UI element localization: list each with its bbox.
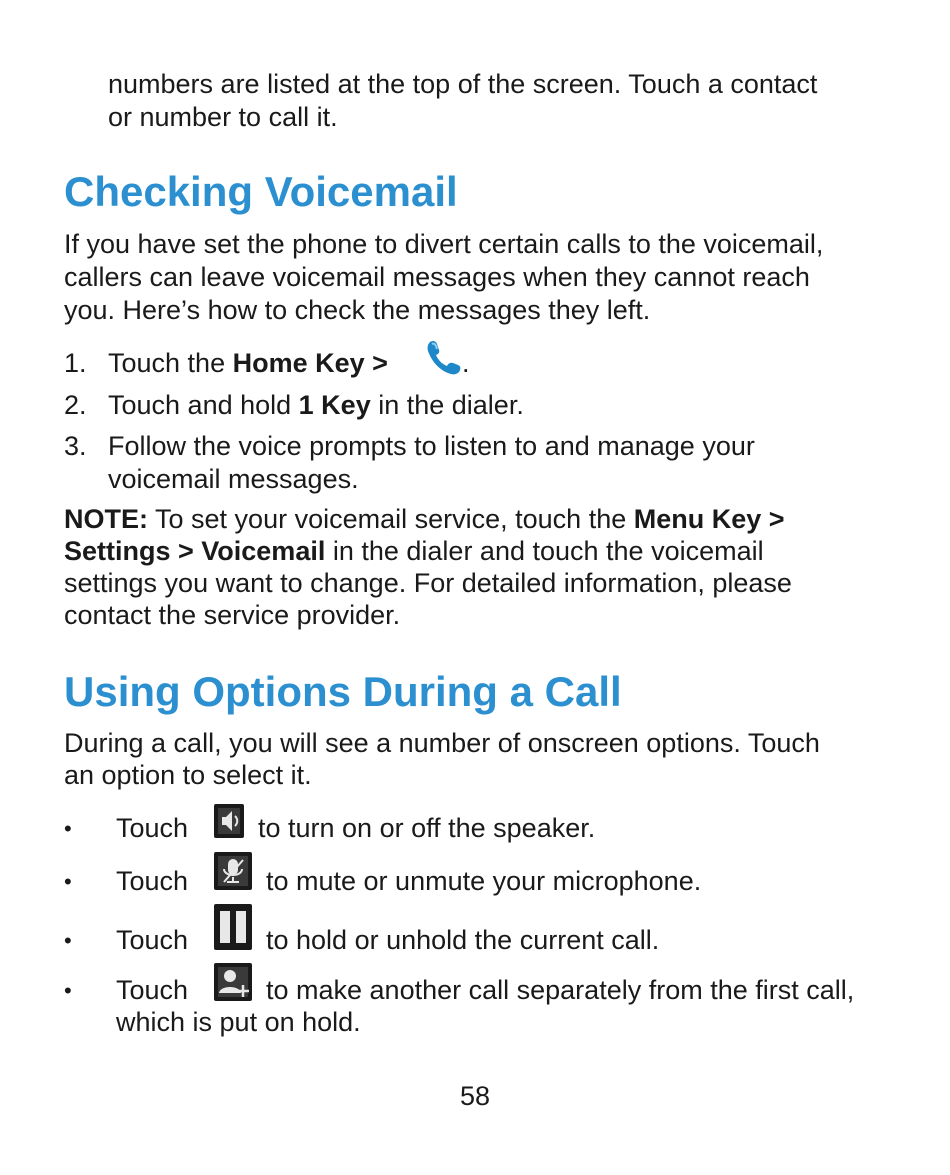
voicemail-para-2: callers can leave voicemail messages when they cannot reach <box>64 262 810 292</box>
intro-line-1: numbers are listed at the top of the screen. Touch a contact <box>108 69 818 99</box>
bullet: • <box>64 869 72 894</box>
bullet-3-text: to hold or unhold the current call. <box>266 925 660 955</box>
add-call-icon <box>214 963 252 1001</box>
step-number: 2. <box>64 390 87 420</box>
bullet-3-touch: Touch <box>116 925 189 955</box>
note-line-2: Settings > Voicemail in the dialer and touch the voicemail <box>64 536 764 566</box>
step-3-line-1: Follow the voice prompts to listen to and manage your <box>108 431 755 461</box>
bullet: • <box>64 816 72 841</box>
bullet: • <box>64 978 72 1003</box>
voicemail-para-1: If you have set the phone to divert certain calls to the voicemail, <box>64 229 824 259</box>
bullet-4-touch: Touch <box>116 975 189 1005</box>
voicemail-para-3: you. Here’s how to check the messages they left. <box>64 295 651 325</box>
bullet-2-text: to mute or unmute your microphone. <box>266 866 702 896</box>
phone-icon <box>424 338 464 376</box>
bullet-4-text: to make another call separately from the first call, <box>266 975 855 1005</box>
note-line-3: settings you want to change. For detailed information, please <box>64 568 792 598</box>
speaker-icon <box>214 804 244 838</box>
heading-options-during-call: Using Options During a Call <box>64 668 622 715</box>
step-2-text: Touch and hold 1 Key in the dialer. <box>108 390 524 420</box>
bullet-1-touch: Touch <box>116 813 189 843</box>
step-3-line-2: voicemail messages. <box>108 464 359 494</box>
bullet: • <box>64 928 72 953</box>
step-1-text: Touch the Home Key > <box>108 348 388 378</box>
options-para-1: During a call, you will see a number of onscreen options. Touch <box>64 728 820 758</box>
heading-checking-voicemail: Checking Voicemail <box>64 168 458 215</box>
step-1-period: . <box>462 348 470 378</box>
bullet-1-text: to turn on or off the speaker. <box>258 813 596 843</box>
page-number: 58 <box>459 1081 491 1111</box>
bullet-4-text-cont: which is put on hold. <box>116 1007 361 1037</box>
options-para-2: an option to select it. <box>64 760 312 790</box>
mute-icon <box>214 852 252 890</box>
step-number: 1. <box>64 348 87 378</box>
note-line-4: contact the service provider. <box>64 600 401 630</box>
intro-line-2: or number to call it. <box>108 102 338 132</box>
step-number: 3. <box>64 431 87 461</box>
hold-icon <box>214 904 252 950</box>
note-line-1: NOTE: To set your voicemail service, touch the Menu Key > <box>64 504 785 534</box>
bullet-2-touch: Touch <box>116 866 189 896</box>
